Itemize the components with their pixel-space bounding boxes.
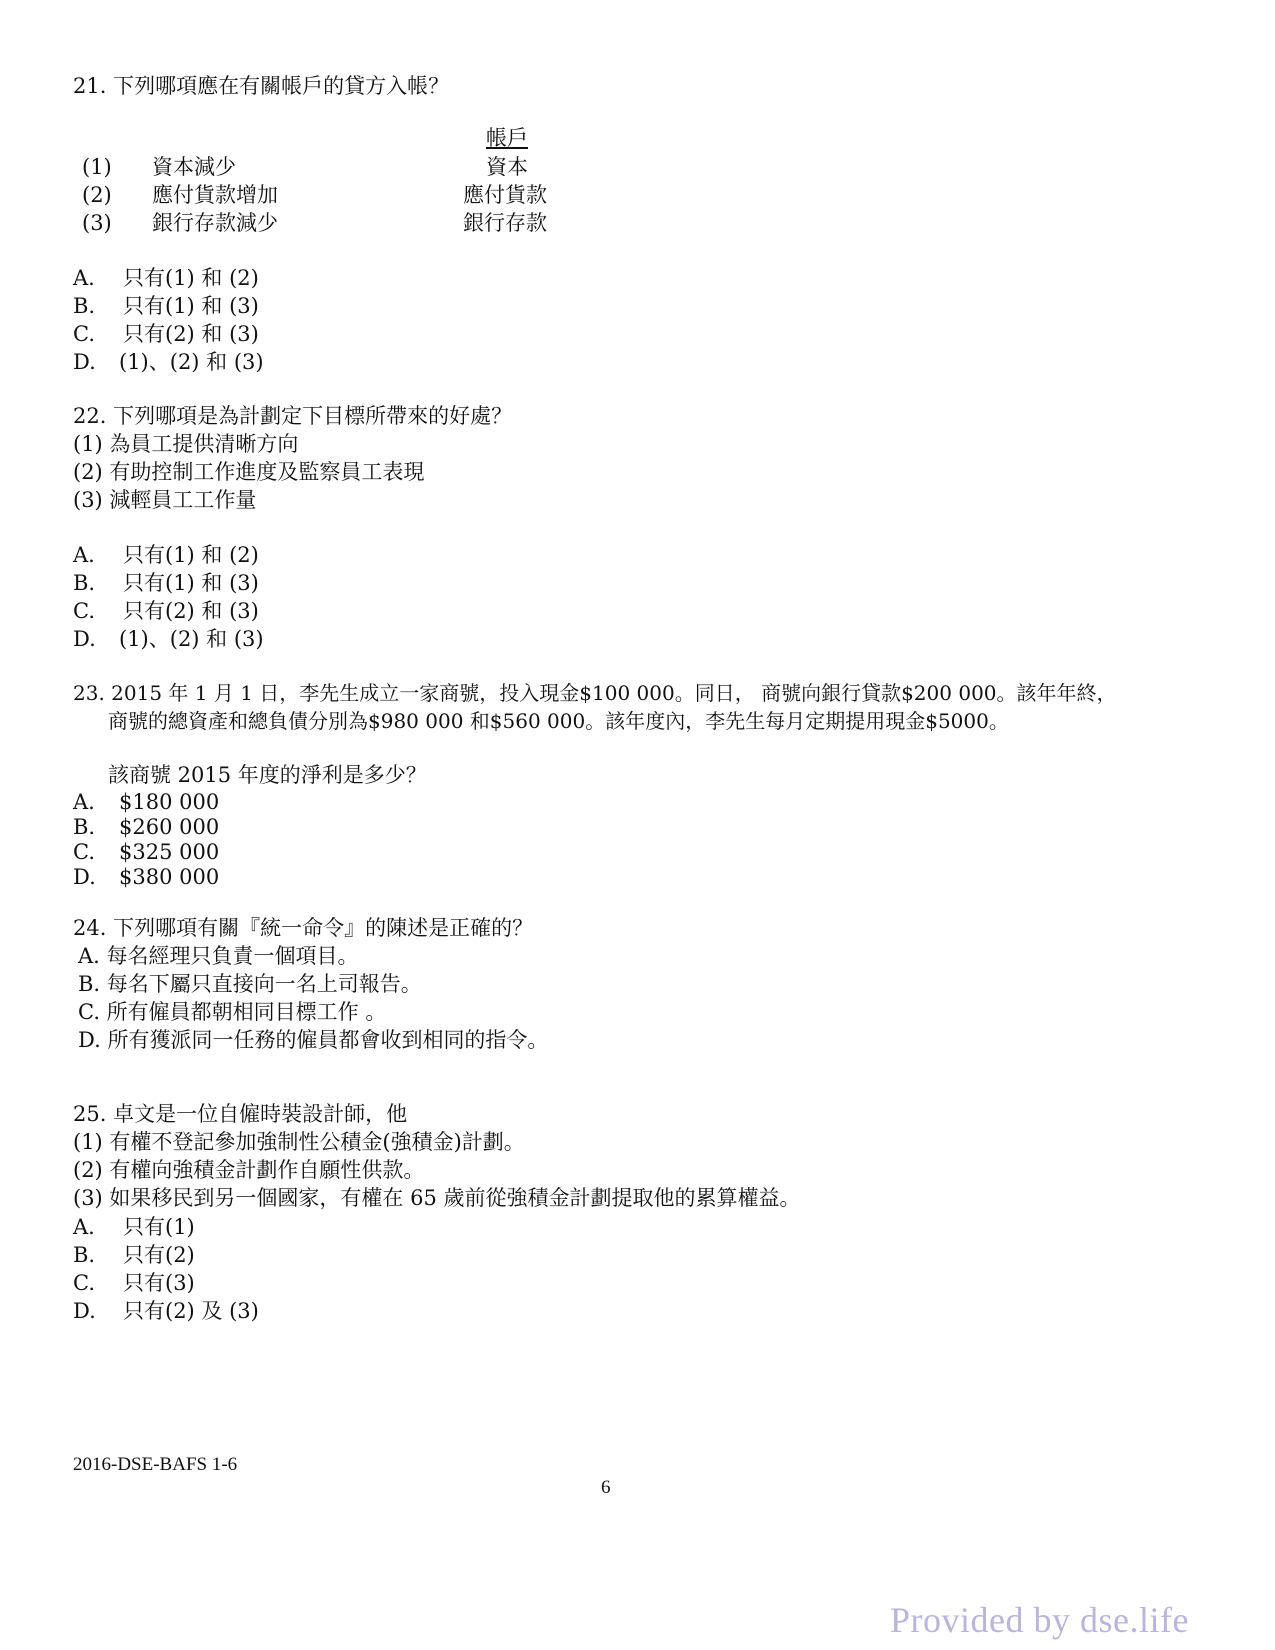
- q23-option-c: [73, 842, 219, 863]
- q22-option-d: [73, 629, 264, 650]
- q25-option-a-text: 只有(1): [123, 1215, 195, 1239]
- q21-option-c: [73, 324, 259, 345]
- q23-option-a-text: $180 000: [119, 790, 220, 814]
- q25-option-d-letter: D.: [73, 1299, 96, 1323]
- q21-row-2-account: 應付貨款: [463, 183, 547, 207]
- q21-option-c-letter: C.: [73, 322, 95, 346]
- q23-option-a: [73, 792, 219, 813]
- q22-option-a-letter: A.: [73, 543, 95, 567]
- q23-option-c-text: $325 000: [119, 840, 220, 864]
- q22-option-c-text: 只有(2) 和 (3): [123, 599, 259, 623]
- exam-code: 2016-DSE-BAFS 1-6: [73, 1454, 238, 1475]
- q22-statement-2: (2) 有助控制工作進度及監察員工表現: [73, 460, 425, 484]
- q23-option-a-letter: A.: [73, 790, 95, 814]
- q21-account-header: 帳戶: [486, 126, 528, 150]
- q21-option-a-text: 只有(1) 和 (2): [123, 266, 259, 290]
- q23-option-d-text: $380 000: [119, 865, 220, 889]
- q22-title: 22. 下列哪項是為計劃定下目標所帶來的好處？: [73, 404, 513, 428]
- q25-option-d: [73, 1301, 259, 1322]
- q22-option-b-letter: B.: [73, 571, 96, 595]
- q21-option-b-letter: B.: [73, 294, 96, 318]
- q21-option-d-letter: D.: [73, 350, 96, 374]
- q25-option-c: [73, 1273, 195, 1294]
- q22-option-c: [73, 601, 259, 622]
- q22-statement-1: (1) 為員工提供清晰方向: [73, 432, 299, 456]
- q23-line-1: 23. 2015 年 1 月 1 日，李先生成立一家商號，投入現金$100 000。同日， 商號向銀行貸款$200 000。該年年終，: [73, 681, 1117, 705]
- q23-option-b: [73, 817, 219, 838]
- q22-option-a-text: 只有(1) 和 (2): [123, 543, 259, 567]
- q25-title: 25. 卓文是一位自僱時裝設計師，他: [73, 1102, 408, 1126]
- q21-title: 21. 下列哪項應在有關帳戶的貸方入帳？: [73, 74, 450, 98]
- watermark: Provided by dse.life: [890, 1600, 1189, 1640]
- q23-option-b-letter: B.: [73, 815, 96, 839]
- q21-row-3-account: 銀行存款: [463, 211, 547, 235]
- q24-option-c: C. 所有僱員都朝相同目標工作 。: [78, 1000, 387, 1024]
- q21-option-d-text: (1)、(2) 和 (3): [119, 350, 264, 374]
- q23-option-b-text: $260 000: [119, 815, 220, 839]
- q21-row-2-num: (2): [82, 183, 112, 207]
- q25-option-d-text: 只有(2) 及 (3): [123, 1299, 259, 1323]
- q23-line-2: 商號的總資產和總負債分別為$980 000 和$560 000。該年度內，李先生每月定期提用現金$5000。: [108, 709, 1009, 733]
- q22-option-b-text: 只有(1) 和 (3): [123, 571, 259, 595]
- q21-row-1-item: 資本減少: [152, 155, 236, 179]
- q21-option-a-letter: A.: [73, 266, 95, 290]
- q21-row-1-account: 資本: [486, 155, 528, 179]
- q22-option-a: [73, 545, 259, 566]
- q25-option-b-text: 只有(2): [123, 1243, 195, 1267]
- q21-row-1-num: (1): [82, 155, 112, 179]
- page-number: 6: [601, 1477, 611, 1498]
- q25-option-a: [73, 1217, 195, 1238]
- q23-option-d: [73, 867, 219, 888]
- q21-option-b: [73, 296, 259, 317]
- q25-statement-2: (2) 有權向強積金計劃作自願性供款。: [73, 1158, 425, 1182]
- q25-option-a-letter: A.: [73, 1215, 95, 1239]
- q23-option-d-letter: D.: [73, 865, 96, 889]
- q22-option-c-letter: C.: [73, 599, 95, 623]
- q24-option-b: B. 每名下屬只直接向一名上司報告。: [78, 972, 422, 996]
- q25-statement-1: (1) 有權不登記參加強制性公積金(強積金)計劃。: [73, 1130, 525, 1154]
- q22-statement-3: (3) 減輕員工工作量: [73, 488, 257, 512]
- q25-statement-3: (3) 如果移民到另一個國家，有權在 65 歲前從強積金計劃提取他的累算權益。: [73, 1186, 801, 1210]
- q21-option-c-text: 只有(2) 和 (3): [123, 322, 259, 346]
- q25-option-c-letter: C.: [73, 1271, 95, 1295]
- q21-row-3-num: (3): [82, 211, 112, 235]
- q21-option-d: [73, 352, 264, 373]
- q21-row-3-item: 銀行存款減少: [152, 211, 278, 235]
- q24-option-d: D. 所有獲派同一任務的僱員都會收到相同的指令。: [78, 1028, 549, 1052]
- q22-option-d-letter: D.: [73, 627, 96, 651]
- q24-title: 24. 下列哪項有關『統一命令』的陳述是正確的？: [73, 916, 534, 940]
- q25-option-b: [73, 1245, 195, 1266]
- q24-option-a: A. 每名經理只負責一個項目。: [78, 944, 359, 968]
- q21-option-a: [73, 268, 259, 289]
- q23-question: 該商號 2015 年度的淨利是多少？: [108, 763, 427, 787]
- q22-option-d-text: (1)、(2) 和 (3): [119, 627, 264, 651]
- q23-option-c-letter: C.: [73, 840, 95, 864]
- q25-option-c-text: 只有(3): [123, 1271, 195, 1295]
- q21-option-b-text: 只有(1) 和 (3): [123, 294, 259, 318]
- q21-row-2-item: 應付貨款增加: [152, 183, 278, 207]
- q22-option-b: [73, 573, 259, 594]
- q25-option-b-letter: B.: [73, 1243, 96, 1267]
